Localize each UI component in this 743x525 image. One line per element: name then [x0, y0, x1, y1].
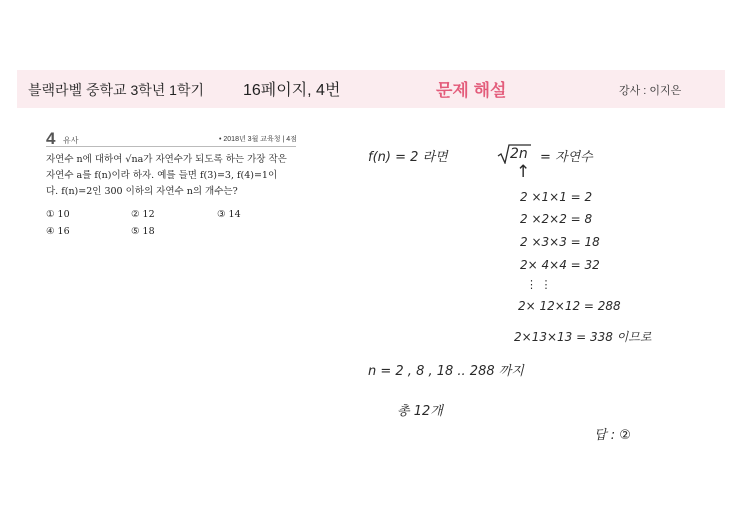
problem-statement: [46, 152, 306, 200]
hw-product: 2 ×1×1 = 2: [520, 190, 593, 204]
course-title: 블랙라벨 중학교 3학년 1학기: [28, 82, 205, 98]
hw-answer: 답 : ②: [594, 428, 631, 443]
choice-5: ⑤ 18: [131, 226, 155, 237]
problem-line: 자연수 n에 대하여 √na가 자연수가 되도록 하는 가장 작은: [46, 154, 287, 165]
problem-number: 4: [46, 129, 56, 148]
hw-product: 2× 12×12 = 288: [518, 299, 621, 313]
teacher-label: 강사 : 이지은: [619, 85, 682, 97]
hw-condition: f(n) = 2 라면: [368, 150, 448, 165]
hw-product: 2 ×3×3 = 18: [520, 235, 600, 249]
problem-tag: 유사: [63, 136, 79, 145]
choice-2: ② 12: [131, 209, 155, 220]
choice-3: ③ 14: [217, 209, 241, 220]
hw-sqrt-rhs: = 자연수: [540, 150, 593, 165]
hw-product: 2 ×2×2 = 8: [520, 212, 593, 226]
page-reference: 16페이지, 4번: [243, 82, 341, 99]
up-arrow-icon: ↑: [516, 162, 531, 182]
hw-sqrt-expr: 2n: [510, 146, 528, 162]
problem-source: • 2018년 3월 교육청 | 4점: [219, 136, 297, 143]
problem-line: 다. f(n)=2인 300 이하의 자연수 n의 개수는?: [46, 186, 238, 197]
hw-ellipsis: ⋮ ⋮: [526, 278, 552, 291]
hw-product: 2×13×13 = 338 이므로: [514, 330, 652, 344]
choice-1: ① 10: [46, 209, 70, 220]
section-title: 문제 해설: [436, 81, 507, 100]
hw-n-values: n = 2 , 8 , 18 .. 288 까지: [368, 364, 524, 379]
problem-divider: [46, 146, 296, 147]
choice-4: ④ 16: [46, 226, 70, 237]
hw-product: 2× 4×4 = 32: [520, 258, 600, 272]
problem-line: 자연수 a를 f(n)이라 하자. 예를 들면 f(3)=3, f(4)=1이: [46, 170, 278, 181]
hw-total: 총 12개: [397, 404, 443, 419]
